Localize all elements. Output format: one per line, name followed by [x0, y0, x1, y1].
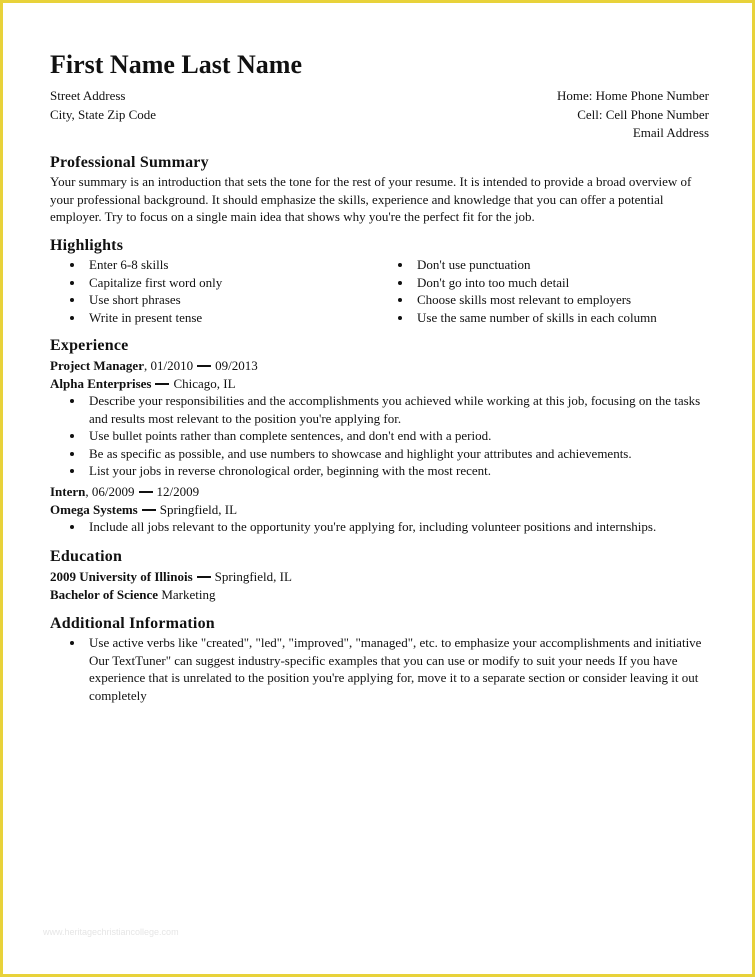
school-location: Springfield, IL	[214, 569, 292, 584]
highlight-item: Write in present tense	[50, 309, 370, 327]
degree-name: Bachelor of Science	[50, 587, 159, 602]
additional-bullet: Use active verbs like "created", "led", "improved", "managed", etc. to emphasize your accomplishments and initiative Our TextTuner" can suggest industry-specific examples that you can use or modify to suit your needs If you have experience that is unrelated to the position you're applying for, move it to a separate section or consider leaving it out completely	[50, 634, 709, 704]
job-title-line	[50, 357, 258, 375]
job-role: Intern	[50, 484, 86, 499]
company-location: Springfield, IL	[159, 502, 238, 517]
highlight-item: Don't go into too much detail	[378, 274, 698, 292]
home-phone: Home: Home Phone Number	[556, 88, 709, 103]
experience-heading: Experience	[50, 337, 129, 354]
address-block	[50, 87, 156, 124]
email-address: Email Address	[632, 125, 709, 140]
job-role: Project Manager	[50, 358, 144, 373]
highlight-item: Use short phrases	[50, 291, 370, 309]
additional-bullets	[50, 634, 709, 704]
contact-block	[557, 87, 709, 143]
dash-separator	[142, 509, 156, 511]
company-location: Chicago, IL	[173, 376, 236, 391]
street-address: Street Address	[50, 88, 126, 103]
highlights-right-column	[378, 256, 698, 326]
dash-separator	[155, 383, 169, 385]
job-title-line	[50, 483, 199, 501]
education-school-line	[50, 568, 292, 586]
dash-separator	[139, 491, 153, 493]
watermark: www.heritagechristiancollege.com	[43, 927, 179, 937]
highlight-item: Choose skills most relevant to employers	[378, 291, 698, 309]
job-bullets	[50, 392, 709, 480]
job-bullet: Include all jobs relevant to the opportunity you're applying for, including volunteer positions and internships.	[50, 518, 709, 536]
highlight-item: Enter 6-8 skills	[50, 256, 370, 274]
city-state-zip: City, State Zip Code	[50, 106, 157, 122]
job-start-date: , 01/2010	[143, 358, 194, 373]
additional-heading: Additional Information	[50, 615, 215, 632]
candidate-name: First Name Last Name	[50, 50, 302, 79]
job-bullet: Use bullet points rather than complete sentences, and don't end with a period.	[50, 427, 709, 445]
summary-heading: Professional Summary	[50, 154, 209, 171]
company-name: Omega Systems	[50, 502, 138, 517]
summary-text: Your summary is an introduction that sets the tone for the rest of your resume. It is intended to provide a broad overview of your professional background. It should emphasize the skills, experience and knowledge that you can offer a potential employer. Try to focus on a single main idea that shows why you're the perfect fit for the job.	[50, 174, 692, 224]
job-start-date: , 06/2009	[85, 484, 135, 499]
highlights-left-column	[50, 256, 370, 326]
degree-major: Marketing	[158, 587, 216, 602]
highlights-heading: Highlights	[50, 237, 124, 254]
job-bullet: Be as specific as possible, and use numbers to showcase and highlight your attributes and achievements.	[50, 445, 709, 463]
cell-phone: Cell: Cell Phone Number	[577, 106, 709, 122]
company-name: Alpha Enterprises	[50, 376, 152, 391]
education-heading: Education	[50, 548, 123, 565]
highlight-item: Capitalize first word only	[50, 274, 370, 292]
job-bullet: List your jobs in reverse chronological order, beginning with the most recent.	[50, 462, 709, 480]
school-name: 2009 University of Illinois	[50, 569, 193, 584]
highlight-item: Don't use punctuation	[378, 256, 698, 274]
job-bullet: Describe your responsibilities and the accomplishments you achieved while working at this job, focusing on the tasks and results most relevant to the position you're applying for.	[50, 392, 709, 427]
job-end-date: 09/2013	[215, 358, 258, 373]
highlight-item: Use the same number of skills in each column	[378, 309, 698, 327]
job-end-date: 12/2009	[156, 484, 200, 499]
job-company-line	[50, 501, 237, 519]
dash-separator	[197, 365, 211, 367]
dash-separator	[197, 576, 211, 578]
education-degree-line	[50, 586, 215, 604]
job-bullets	[50, 518, 709, 536]
job-company-line	[50, 375, 236, 393]
